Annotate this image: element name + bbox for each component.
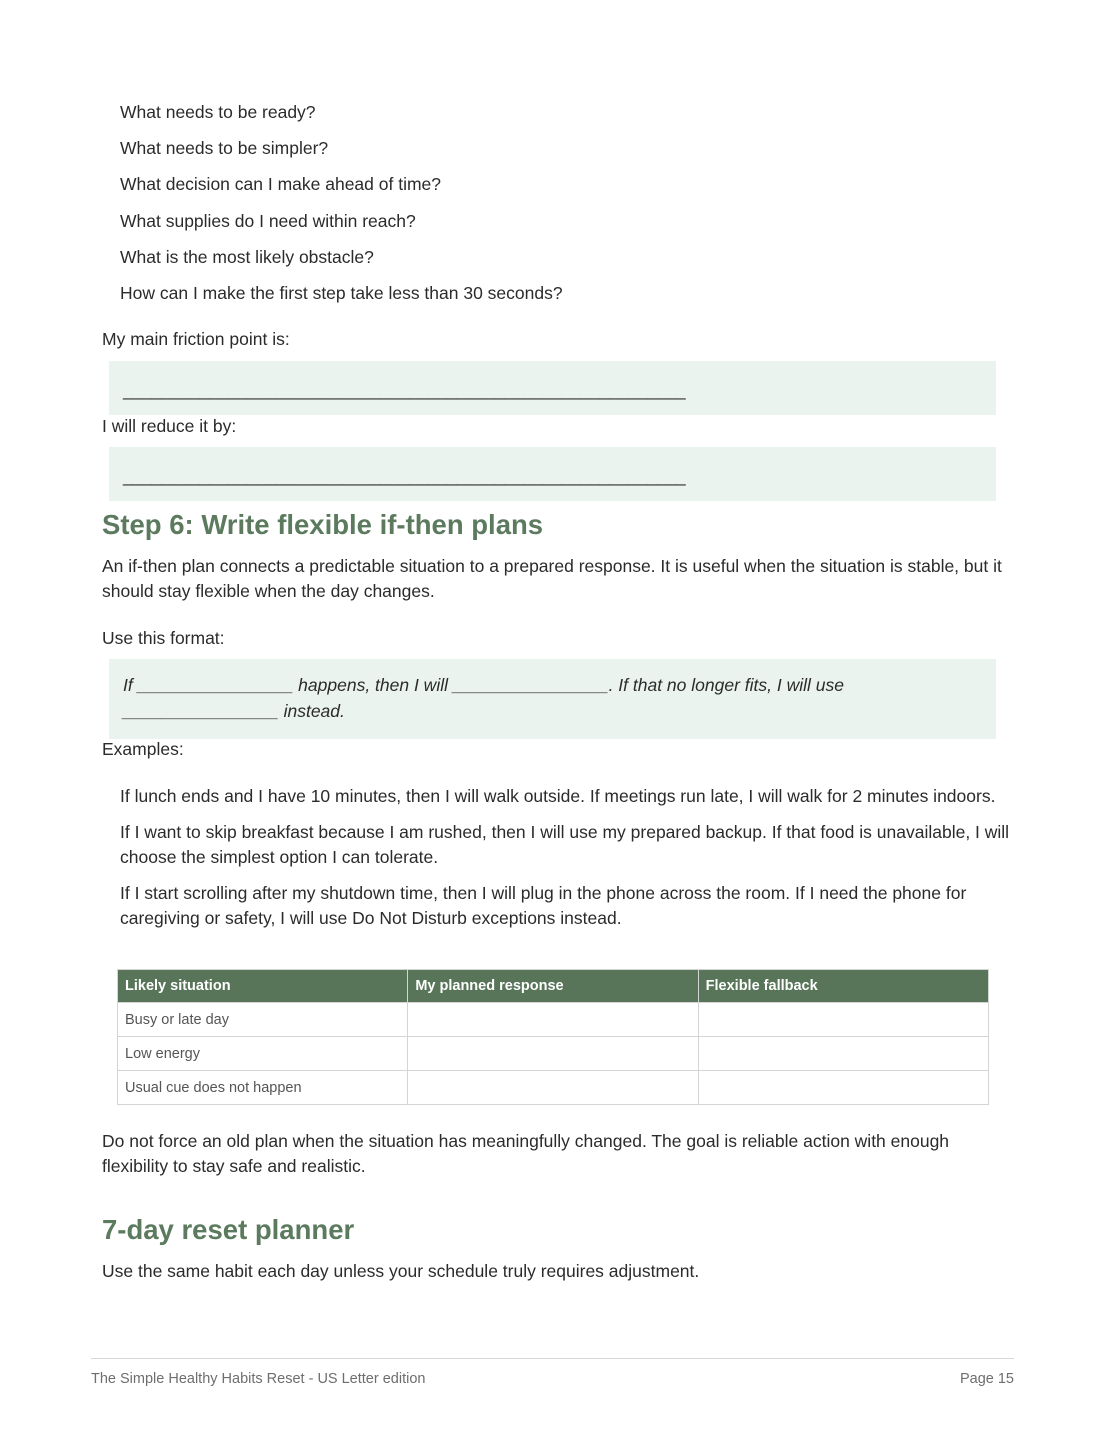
examples-label: Examples: <box>102 739 184 759</box>
list-item: What needs to be ready? <box>120 102 316 122</box>
reduce-label: I will reduce it by: <box>102 416 237 436</box>
list-item: What supplies do I need within reach? <box>120 210 416 231</box>
situation-cell: Usual cue does not happen <box>118 1071 408 1105</box>
step6-closing: Do not force an old plan when the situation has meaningfully changed. The goal is reliable action with enough flexibility to stay safe and realistic. <box>102 1131 950 1176</box>
table-row <box>118 1071 989 1105</box>
list-item: What is the most likely obstacle? <box>120 246 374 267</box>
examples-list <box>120 784 1010 942</box>
list-item: What decision can I make ahead of time? <box>120 174 442 195</box>
format-label: Use this format: <box>102 628 225 648</box>
reduce-blank: ___________________________________________________________ <box>123 466 686 486</box>
fallback-cell[interactable] <box>698 1037 988 1071</box>
response-cell[interactable] <box>408 1071 698 1105</box>
fallback-cell[interactable] <box>698 1071 988 1105</box>
friction-questions-list <box>120 100 563 317</box>
list-item: If I start scrolling after my shutdown time, then I will plug in the phone across the room. If I need the phone for caregiving or safety, I will use Do Not Disturb exceptions instead. <box>120 883 967 928</box>
response-cell[interactable] <box>408 1037 698 1071</box>
footer-title: The Simple Healthy Habits Reset - US Letter edition <box>91 1371 426 1387</box>
situation-cell: Low energy <box>118 1037 408 1071</box>
list-item: What needs to be simpler? <box>120 138 329 159</box>
fallback-cell[interactable] <box>698 1003 988 1037</box>
table-row <box>118 1037 989 1071</box>
friction-point-blank: ___________________________________________________________ <box>123 380 686 400</box>
step6-intro: An if-then plan connects a predictable situation to a prepared response. It is useful when the situation is stable, but it should stay flexible when the day changes. <box>102 556 1002 601</box>
footer-divider <box>91 1358 1014 1359</box>
column-header: Flexible fallback <box>698 970 988 1003</box>
table-header-row <box>118 970 989 1003</box>
list-item: If I want to skip breakfast because I am rushed, then I will use my prepared backup. If that food is unavailable, I will choose the simplest option I can tolerate. <box>120 822 1010 867</box>
list-item: How can I make the first step take less than 30 seconds? <box>120 282 563 303</box>
list-item: If lunch ends and I have 10 minutes, then I will walk outside. If meetings run late, I will walk for 2 minutes indoors. <box>120 786 996 806</box>
table-row <box>118 1003 989 1037</box>
friction-point-field[interactable] <box>109 361 996 415</box>
planner-intro: Use the same habit each day unless your schedule truly requires adjustment. <box>102 1261 700 1281</box>
step6-heading: Step 6: Write flexible if-then plans <box>102 509 544 540</box>
planner-heading: 7-day reset planner <box>102 1214 355 1245</box>
format-template-box <box>109 659 996 739</box>
column-header: Likely situation <box>118 970 408 1003</box>
reduce-field[interactable] <box>109 447 996 501</box>
if-then-plan-table <box>117 969 989 1105</box>
page-number: Page 15 <box>959 1371 1014 1387</box>
friction-point-label: My main friction point is: <box>102 329 290 349</box>
response-cell[interactable] <box>408 1003 698 1037</box>
column-header: My planned response <box>408 970 698 1003</box>
format-template-text: If ________________ happens, then I will ________________. If that no longer fits, I will use ________________ instead. <box>123 675 844 721</box>
situation-cell: Busy or late day <box>118 1003 408 1037</box>
